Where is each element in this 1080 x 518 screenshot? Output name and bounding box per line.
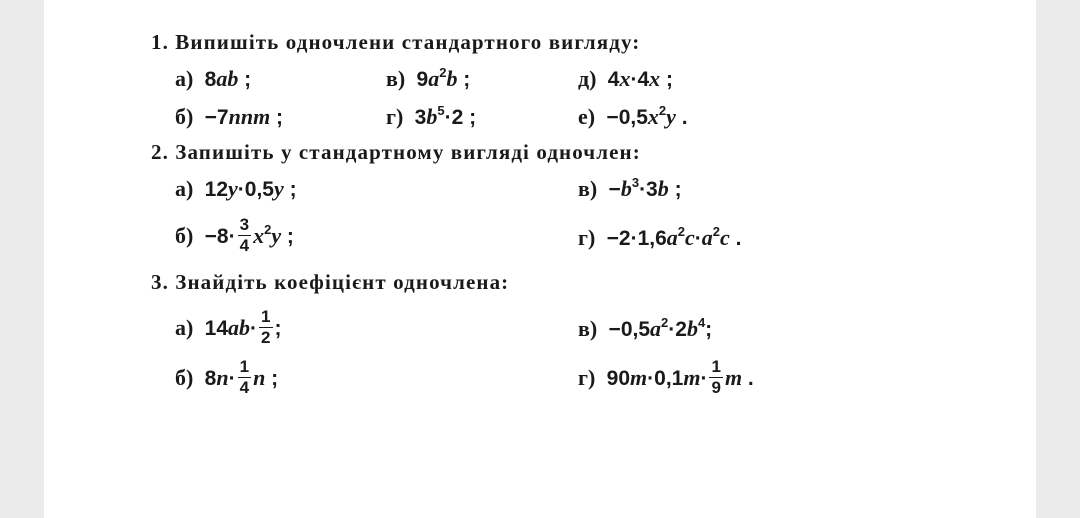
expression: $-b^3\cdot 3b$ ; xyxy=(602,175,682,201)
task-2-item-a xyxy=(175,178,297,200)
task-1-item-e xyxy=(578,103,688,129)
task-1-item-a xyxy=(175,68,251,90)
expression: $-2\cdot 1,6a^2c\cdot a^2c$ . xyxy=(600,224,742,250)
item-label: б) xyxy=(175,365,194,390)
fraction: $\frac{1}{4}$ xyxy=(239,356,250,397)
item-label: в) xyxy=(578,316,598,341)
task-1-item-v xyxy=(386,65,471,91)
item-label: б) xyxy=(175,104,194,129)
expression: −7nnm ; xyxy=(198,104,284,129)
item-label: а) xyxy=(175,176,194,201)
task-3-item-b xyxy=(175,352,278,404)
item-label: в) xyxy=(386,66,406,91)
item-label: а) xyxy=(175,66,194,91)
task-3-heading: 3. Знайдіть коефіцієнт одночлена: xyxy=(151,270,510,294)
item-label: д) xyxy=(578,66,597,91)
task-2-item-b xyxy=(175,210,294,262)
task-2-item-g xyxy=(578,224,742,250)
task-2-item-v xyxy=(578,175,682,201)
fraction: $\frac{1}{2}$ xyxy=(261,306,271,347)
item-label: б) xyxy=(175,223,194,248)
task-3-item-a xyxy=(175,302,282,354)
expression: $3b^5\cdot 2$ ; xyxy=(408,103,477,129)
expression: 8ab ; xyxy=(198,66,252,91)
task-1-item-g xyxy=(386,103,477,129)
item-label: в) xyxy=(578,176,598,201)
expression: $9a^2b$ ; xyxy=(410,65,471,91)
task-1-item-b xyxy=(175,106,283,128)
fraction: $\frac{3}{4}$ xyxy=(239,214,250,255)
expression: −8· $\frac{3}{4}$ $x^2y$ ; xyxy=(198,214,294,255)
expression: 14ab· $\frac{1}{2}$ ; xyxy=(198,306,282,347)
task-1-heading: 1. Випишіть одночлени стандартного вигляду: xyxy=(151,30,641,54)
task-2-heading: 2. Запишіть у стандартному вигляді одночлен: xyxy=(151,140,641,164)
item-label: г) xyxy=(578,365,596,390)
expression: 90m·0,1m· $\frac{1}{9}$ m . xyxy=(600,356,754,397)
expression: 12y·0,5y ; xyxy=(198,176,297,201)
item-label: г) xyxy=(386,104,404,129)
item-label: е) xyxy=(578,104,596,129)
item-label: г) xyxy=(578,225,596,250)
expression: $-0,5a^2\cdot 2b^4$; xyxy=(602,315,713,341)
expression: $-0,5x^2y$ . xyxy=(600,103,688,129)
item-label: а) xyxy=(175,315,194,340)
fraction: $\frac{1}{9}$ xyxy=(711,356,721,397)
task-3-item-v xyxy=(578,315,713,341)
worksheet-page xyxy=(44,0,1036,518)
task-1-item-d xyxy=(578,68,673,90)
expression: 8n· $\frac{1}{4}$ n ; xyxy=(198,356,279,397)
task-3-item-g xyxy=(578,352,754,404)
expression: 4x·4x ; xyxy=(601,66,673,91)
